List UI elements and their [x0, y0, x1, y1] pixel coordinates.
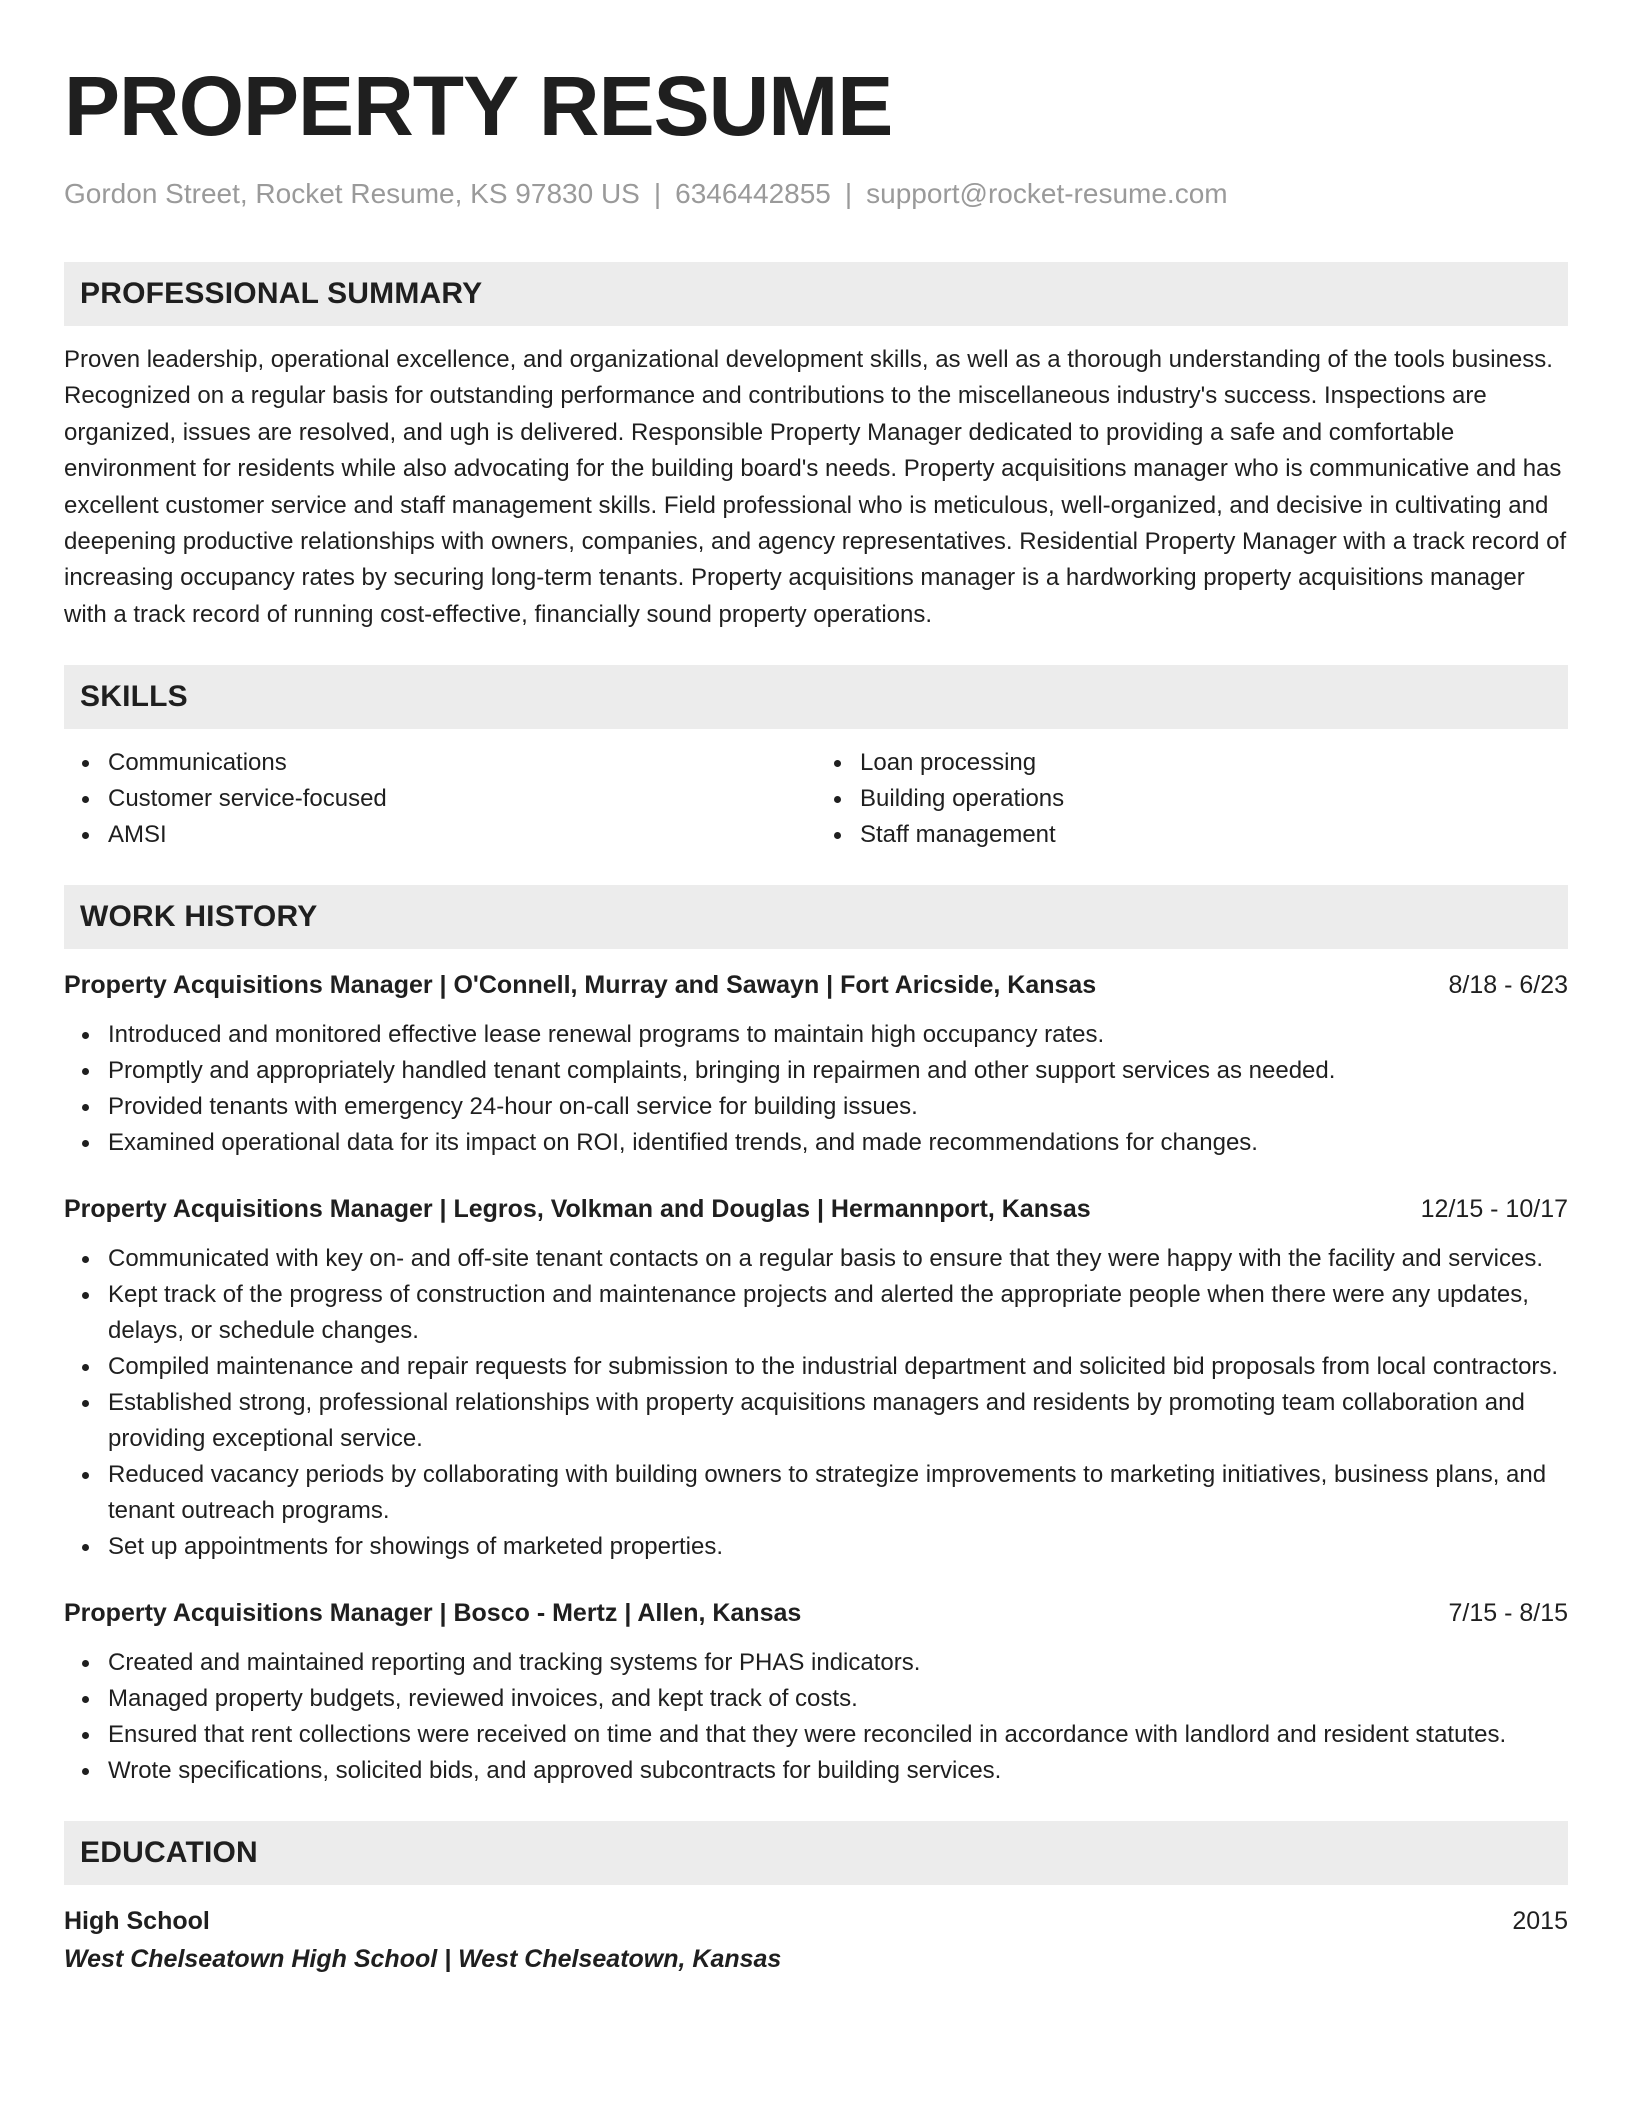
- education-year: 2015: [1512, 1907, 1568, 1936]
- job-bullet: Examined operational data for its impact on ROI, identified trends, and made recommendations for changes.: [64, 1125, 1568, 1161]
- job-bullet: Managed property budgets, reviewed invoices, and kept track of costs.: [64, 1681, 1568, 1717]
- education-entry: [64, 1903, 1568, 1979]
- education-school: West Chelseatown High School | West Chelseatown, Kansas: [64, 1945, 782, 1974]
- summary-heading: PROFESSIONAL SUMMARY: [64, 262, 1568, 326]
- contact-separator: |: [844, 178, 853, 209]
- skill-item: Building operations: [816, 781, 1568, 817]
- job-title: Property Acquisitions Manager | O'Connell, Murray and Sawayn | Fort Aricside, Kansas: [64, 971, 1097, 1000]
- job-bullet: Established strong, professional relationships with property acquisitions managers and residents by promoting team collaboration and providing exceptional service.: [64, 1385, 1568, 1457]
- work-history-section: [64, 885, 1568, 1789]
- job-dates: 8/18 - 6/23: [1448, 971, 1568, 1000]
- job-bullets: [64, 1017, 1568, 1161]
- job-dates: 7/15 - 8/15: [1448, 1599, 1568, 1628]
- job-entry: [64, 1595, 1568, 1789]
- job-title: Property Acquisitions Manager | Legros, Volkman and Douglas | Hermannport, Kansas: [64, 1195, 1091, 1224]
- job-bullet: Compiled maintenance and repair requests for submission to the industrial department and solicited bid proposals from local contractors.: [64, 1349, 1568, 1385]
- job-bullet: Provided tenants with emergency 24-hour on-call service for building issues.: [64, 1089, 1568, 1125]
- job-bullet: Set up appointments for showings of marketed properties.: [64, 1529, 1568, 1565]
- education-header: [64, 1903, 1568, 1939]
- skills-heading: SKILLS: [64, 665, 1568, 729]
- job-bullet: Introduced and monitored effective lease renewal programs to maintain high occupancy rates.: [64, 1017, 1568, 1053]
- skills-column-right: [816, 745, 1568, 853]
- education-section: [64, 1821, 1568, 1979]
- contact-address: Gordon Street, Rocket Resume, KS 97830 US: [64, 178, 640, 209]
- job-entry: [64, 1191, 1568, 1565]
- contact-separator: |: [653, 178, 662, 209]
- work-history-heading: WORK HISTORY: [64, 885, 1568, 949]
- job-header: [64, 1595, 1568, 1631]
- job-bullets: [64, 1241, 1568, 1565]
- resume-name: PROPERTY RESUME: [64, 59, 893, 153]
- education-degree: High School: [64, 1907, 210, 1936]
- job-bullet: Wrote specifications, solicited bids, and approved subcontracts for building services.: [64, 1753, 1568, 1789]
- job-header: [64, 967, 1568, 1003]
- skill-item: Loan processing: [816, 745, 1568, 781]
- skill-item: Staff management: [816, 817, 1568, 853]
- skills-column-left: [64, 745, 816, 853]
- job-header: [64, 1191, 1568, 1227]
- job-bullet: Created and maintained reporting and tracking systems for PHAS indicators.: [64, 1645, 1568, 1681]
- education-heading: EDUCATION: [64, 1821, 1568, 1885]
- job-bullet: Kept track of the progress of construction and maintenance projects and alerted the appropriate people when there were any updates, delays, or schedule changes.: [64, 1277, 1568, 1349]
- job-bullet: Ensured that rent collections were received on time and that they were reconciled in accordance with landlord and resident statutes.: [64, 1717, 1568, 1753]
- job-bullet: Communicated with key on- and off-site tenant contacts on a regular basis to ensure that they were happy with the facility and services.: [64, 1241, 1568, 1277]
- job-entry: [64, 967, 1568, 1161]
- contact-phone: 6346442855: [675, 178, 831, 209]
- job-title: Property Acquisitions Manager | Bosco - Mertz | Allen, Kansas: [64, 1599, 802, 1628]
- skill-item: AMSI: [64, 817, 816, 853]
- skill-item: Customer service-focused: [64, 781, 816, 817]
- job-bullet: Reduced vacancy periods by collaborating with building owners to strategize improvements to marketing initiatives, business plans, and tenant outreach programs.: [64, 1457, 1568, 1529]
- summary-section: [64, 262, 1568, 633]
- summary-text: Proven leadership, operational excellence, and organizational development skills, as well as a thorough understanding of the tools business. Recognized on a regular basis for outstanding performance and contributions to the miscellaneous industry's success. Inspections are organized, issues are resolved, and ugh is delivered. Responsible Property Manager dedicated to providing a safe and comfortable environment for residents while also advocating for the building board's needs. Property acquisitions manager who is communicative and has excellent customer service and staff management skills. Field professional who is meticulous, well-organized, and decisive in cultivating and deepening productive relationships with owners, companies, and agency representatives. Residential Property Manager with a track record of increasing occupancy rates by securing long-term tenants. Property acquisitions manager is a hardworking property acquisitions manager with a track record of running cost-effective, financially sound property operations.: [64, 346, 1567, 628]
- skills-grid: [64, 745, 1568, 853]
- job-dates: 12/15 - 10/17: [1420, 1195, 1568, 1224]
- job-bullet: Promptly and appropriately handled tenant complaints, bringing in repairmen and other support services as needed.: [64, 1053, 1568, 1089]
- contact-line: [64, 176, 1568, 212]
- skill-item: Communications: [64, 745, 816, 781]
- contact-email: support@rocket-resume.com: [866, 178, 1228, 209]
- job-bullets: [64, 1645, 1568, 1789]
- skills-section: [64, 665, 1568, 853]
